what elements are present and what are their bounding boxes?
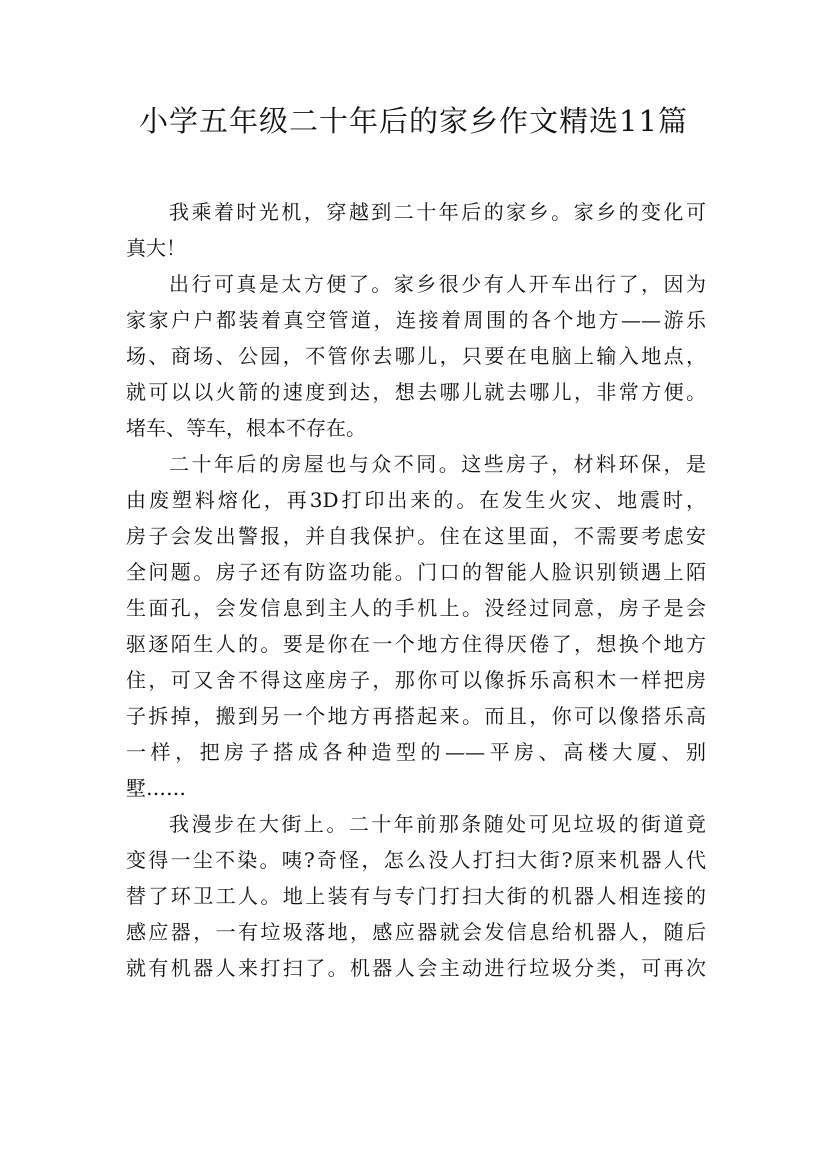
text-line: 生面孔，会发信息到主人的手机上。没经过同意，房子是会 bbox=[126, 596, 706, 620]
document-body bbox=[126, 194, 706, 986]
text-line: 由废塑料熔化，再3D打印出来的。在发生火灾、地震时， bbox=[126, 488, 706, 512]
text-line: 就可以以火箭的速度到达，想去哪儿就去哪儿，非常方便。 bbox=[126, 380, 706, 404]
text-line: 住，可又舍不得这座房子，那你可以像拆乐高积木一样把房 bbox=[126, 668, 706, 692]
text-line: 一样，把房子搭成各种造型的——平房、高楼大厦、别 bbox=[126, 740, 706, 764]
text-line: 真大！ bbox=[126, 236, 186, 260]
text-line: 二十年后的房屋也与众不同。这些房子，材料环保，是 bbox=[169, 452, 706, 476]
paragraph-time-machine bbox=[126, 194, 706, 266]
text-line: 感应器，一有垃圾落地，感应器就会发信息给机器人，随后 bbox=[126, 920, 706, 944]
text-line: 我乘着时光机，穿越到二十年后的家乡。家乡的变化可 bbox=[169, 200, 706, 224]
paragraph-street bbox=[126, 806, 706, 986]
text-line: 就有机器人来打扫了。机器人会主动进行垃圾分类，可再次 bbox=[126, 956, 706, 980]
text-line: 家家户户都装着真空管道，连接着周围的各个地方——游乐 bbox=[126, 308, 706, 332]
paragraph-houses bbox=[126, 446, 706, 806]
document-title: 小学五年级二十年后的家乡作文精选11篇 bbox=[139, 104, 688, 138]
text-line: 场、商场、公园，不管你去哪儿，只要在电脑上输入地点， bbox=[126, 344, 706, 368]
text-line: 子拆掉，搬到另一个地方再搭起来。而且，你可以像搭乐高 bbox=[126, 704, 706, 728]
text-line: 驱逐陌生人的。要是你在一个地方住得厌倦了，想换个地方 bbox=[126, 632, 706, 656]
text-line: 房子会发出警报，并自我保护。住在这里面，不需要考虑安 bbox=[126, 524, 706, 548]
text-line: 替了环卫工人。地上装有与专门打扫大街的机器人相连接的 bbox=[126, 884, 706, 908]
paragraph-travel bbox=[126, 266, 706, 446]
text-line: 变得一尘不染。咦?奇怪，怎么没人打扫大街?原来机器人代 bbox=[126, 848, 706, 872]
text-line: 全问题。房子还有防盗功能。门口的智能人脸识别锁遇上陌 bbox=[126, 560, 706, 584]
text-line: 出行可真是太方便了。家乡很少有人开车出行了，因为 bbox=[169, 272, 706, 296]
text-line: 墅…… bbox=[126, 776, 186, 800]
text-line: 堵车、等车，根本不存在。 bbox=[126, 416, 366, 440]
text-line: 我漫步在大街上。二十年前那条随处可见垃圾的街道竟 bbox=[169, 812, 706, 836]
